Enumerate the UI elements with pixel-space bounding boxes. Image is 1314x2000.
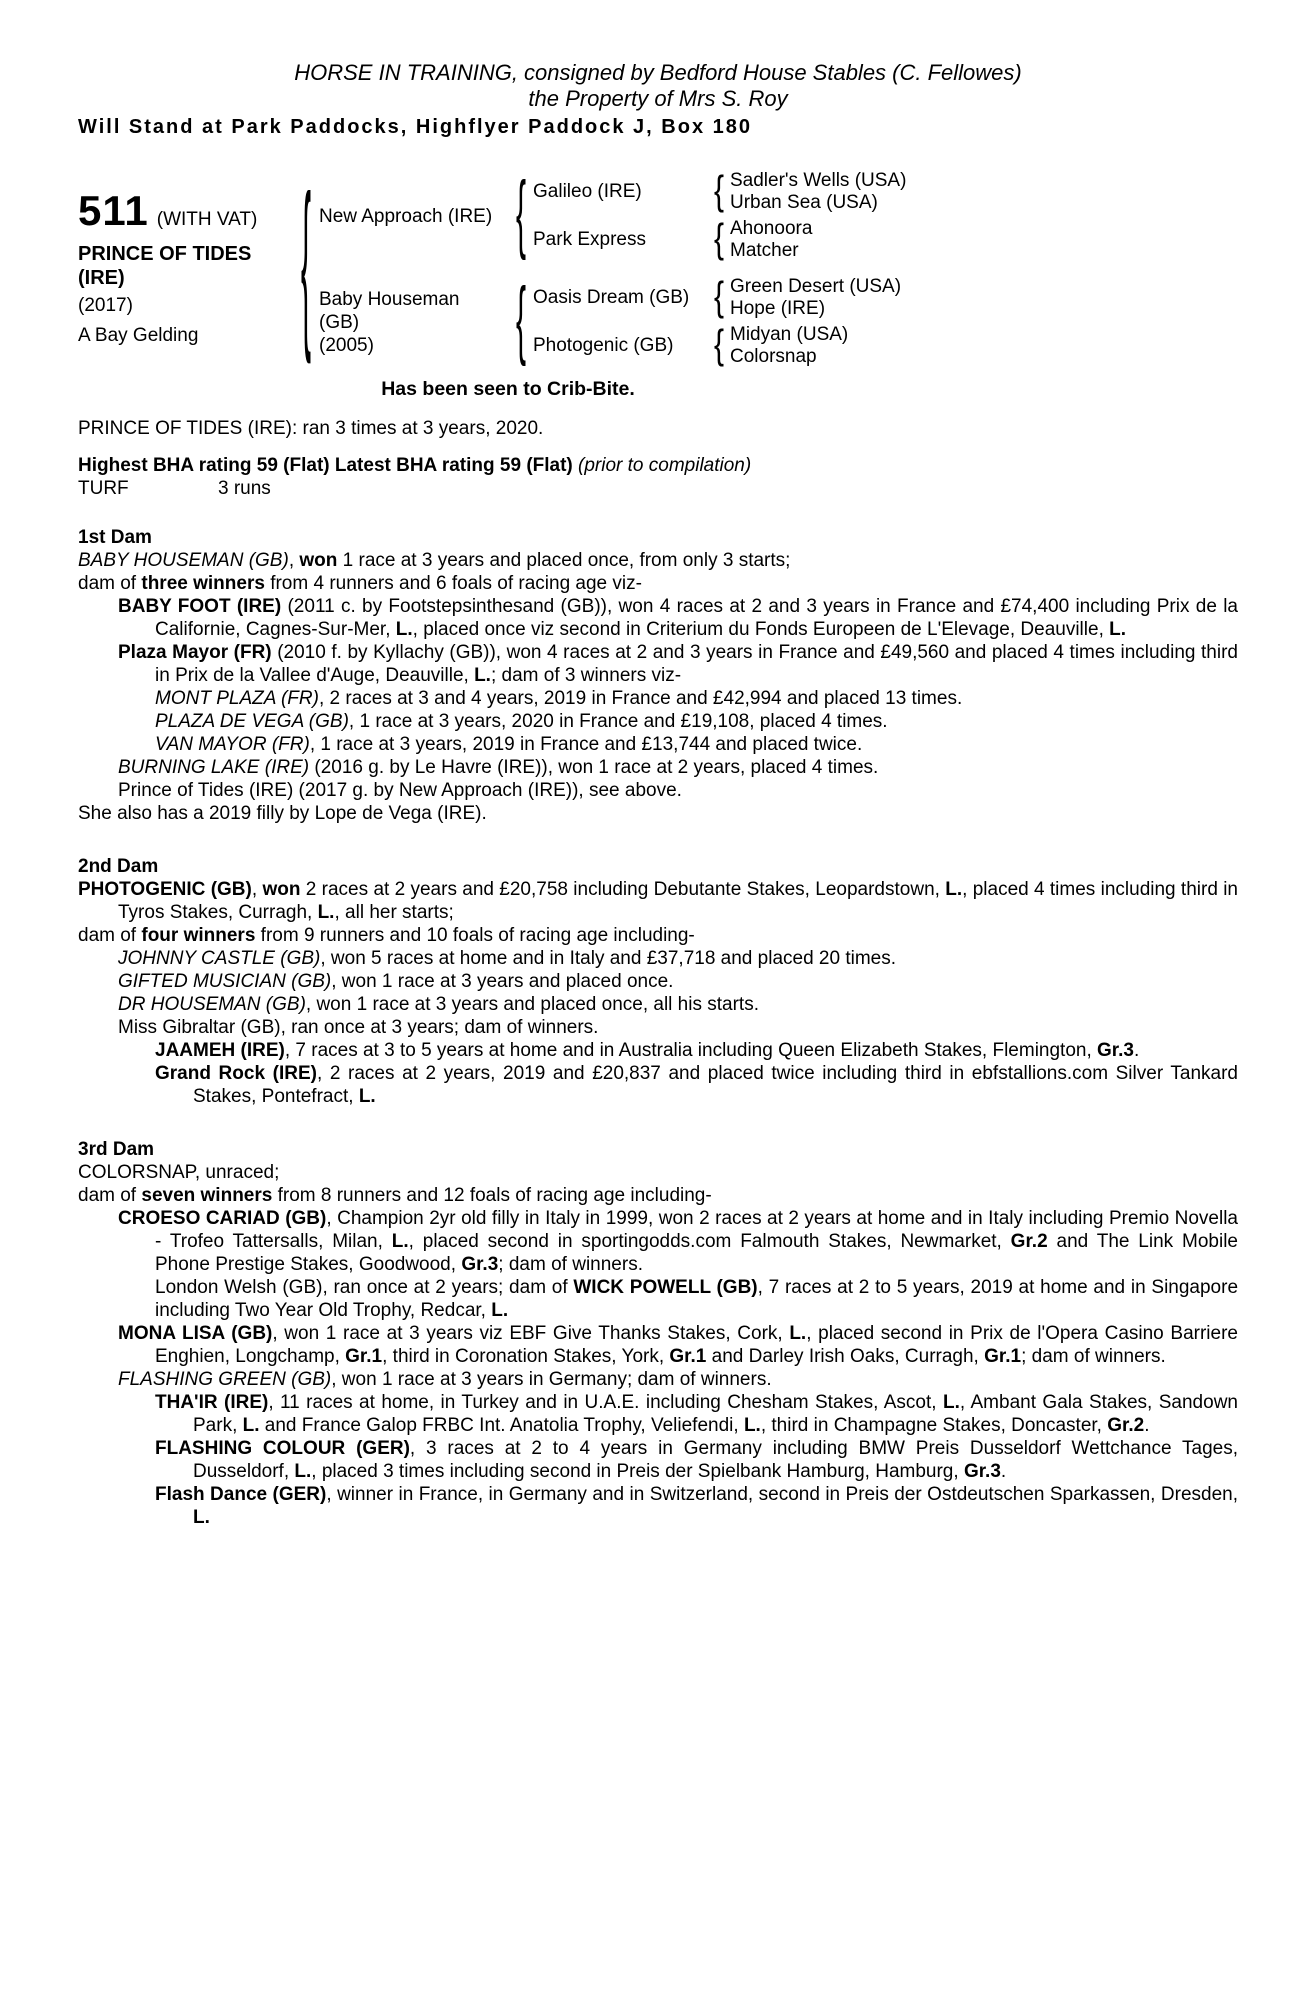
heading-1st-dam: 1st Dam: [78, 527, 152, 548]
pedigree-tree: [293, 163, 1238, 369]
entry-grand-rock: Grand Rock (IRE), 2 races at 2 years, 2019 and £20,837 and placed twice including third in ebfstallions.com Silver Tankard Stakes, Pontefract, L.: [155, 1063, 1238, 1107]
property-line: the Property of Mrs S. Roy: [528, 86, 788, 111]
sire-grandsire-sire: Sadler's Wells (USA): [730, 170, 907, 191]
entry-plaza-mayor: Plaza Mayor (FR) (2010 f. by Kyllachy (GB)), won 4 races at 2 and 3 years in France and £49,560 and placed 4 times including third in Prix de la Vallee d'Auge, Deauville, L.; dam of 3 winners viz-: [118, 642, 1238, 686]
catalogue-body: [78, 417, 1238, 1529]
entry-croeso-cariad: CROESO CARIAD (GB), Champion 2yr old filly in Italy in 1999, won 2 races at 2 years at home and in Italy including Premio Novella - Trofeo Tattersalls, Milan, L., placed second in sportingodds.com Falmouth Stakes, Newmarket, Gr.2 and The Link Mobile Phone Prestige Stakes, Goodwood, Gr.3; dam of winners.: [118, 1208, 1238, 1275]
dam-granddam-sire: Midyan (USA): [730, 324, 849, 345]
lot-info: [78, 187, 293, 348]
dam3-produce-line: dam of seven winners from 8 runners and 12 foals of racing age including-: [78, 1185, 712, 1206]
dam-grandsire-dam: Hope (IRE): [730, 298, 826, 319]
dam1-intro: BABY HOUSEMAN (GB), won 1 race at 3 years and placed once, from only 3 starts;: [78, 550, 791, 571]
race-record: PRINCE OF TIDES (IRE): ran 3 times at 3 years, 2020.: [78, 418, 544, 439]
entry-gifted-musician: GIFTED MUSICIAN (GB), won 1 race at 3 years and placed once.: [118, 971, 674, 992]
entry-mont-plaza: MONT PLAZA (FR), 2 races at 3 and 4 years, 2019 in France and £42,994 and placed 13 times.: [155, 688, 963, 709]
dam-half: [319, 272, 1238, 369]
consignor-line: HORSE IN TRAINING, consigned by Bedford House Stables (C. Fellowes): [294, 60, 1022, 85]
dam2-produce-line: dam of four winners from 9 runners and 10 foals of racing age including-: [78, 925, 695, 946]
pedigree-brace-dam-granddam: {: [713, 323, 725, 368]
pedigree-table: [78, 163, 1238, 369]
dam-granddam-name: Photogenic (GB): [533, 335, 674, 356]
sire-grandsire-name: Galileo (IRE): [533, 181, 642, 202]
sire-granddam-row: [533, 218, 1238, 262]
pedigree-brace-dam: {: [515, 272, 527, 369]
dam-grandsire-sire: Green Desert (USA): [730, 276, 902, 297]
lot-vat-label: (WITH VAT): [156, 209, 258, 230]
entry-prince-of-tides: Prince of Tides (IRE) (2017 g. by New Approach (IRE)), see above.: [118, 780, 682, 801]
dam2-intro: PHOTOGENIC (GB), won 2 races at 2 years and £20,758 including Debutante Stakes, Leopardstown, L., placed 4 times including third in Tyros Stakes, Curragh, L., all her starts;: [78, 879, 1238, 923]
dam-name-line1: Baby Houseman: [319, 288, 460, 310]
sire-granddam-name: Park Express: [533, 229, 646, 250]
sire-name: New Approach (IRE): [319, 205, 493, 227]
heading-3rd-dam: 3rd Dam: [78, 1139, 155, 1160]
entry-plaza-de-vega: PLAZA DE VEGA (GB), 1 race at 3 years, 2020 in France and £19,108, placed 4 times.: [155, 711, 888, 732]
sire-granddam-dam: Matcher: [730, 240, 799, 261]
sire-grandsire-dam: Urban Sea (USA): [730, 192, 878, 213]
entry-thair: THA'IR (IRE), 11 races at home, in Turkey and in U.A.E. including Chesham Stakes, Ascot, L., Ambant Gala Stakes, Sandown Park, L. and France Galop FRBC Int. Anatolia Trophy, Veliefendi, L., third in Champagne Stakes, Doncaster, Gr.2.: [155, 1392, 1238, 1436]
crib-bite-note: Has been seen to Crib-Bite.: [381, 378, 635, 400]
entry-flashing-green: FLASHING GREEN (GB), won 1 race at 3 years in Germany; dam of winners.: [118, 1369, 772, 1390]
page-header: [78, 60, 1238, 140]
dam3-intro: COLORSNAP, unraced;: [78, 1162, 280, 1183]
pedigree-brace-main: {: [300, 163, 312, 369]
sire-half: [319, 166, 1238, 263]
sire-grandsire-row: [533, 170, 1238, 214]
horse-name-line2: (IRE): [78, 267, 125, 289]
entry-london-welsh: London Welsh (GB), ran once at 2 years; dam of WICK POWELL (GB), 7 races at 2 to 5 years, 2019 at home and in Singapore including Two Year Old Trophy, Redcar, L.: [155, 1277, 1239, 1321]
dam-name: [319, 288, 509, 357]
horse-name: [78, 242, 293, 290]
horse-name-line1: PRINCE OF TIDES: [78, 243, 252, 265]
turf-runs: TURF 3 runs: [78, 478, 271, 499]
pedigree-brace-sire-granddam: {: [713, 217, 725, 262]
entry-burning-lake: BURNING LAKE (IRE) (2016 g. by Le Havre (IRE)), won 1 race at 2 years, placed 4 times.: [118, 757, 879, 778]
entry-baby-foot: BABY FOOT (IRE) (2011 c. by Footstepsinthesand (GB)), won 4 races at 2 and 3 years in France and £74,400 including Prix de la Californie, Cagnes-Sur-Mer, L., placed once viz second in Criterium du Fonds Europeen de L'Elevage, Deauville, L.: [118, 596, 1238, 640]
entry-johnny-castle: JOHNNY CASTLE (GB), won 5 races at home and in Italy and £37,718 and placed 20 times.: [118, 948, 897, 969]
pedigree-brace-sire: {: [515, 166, 527, 263]
entry-dr-houseman: DR HOUSEMAN (GB), won 1 race at 3 years and placed once, all his starts.: [118, 994, 759, 1015]
entry-miss-gibraltar: Miss Gibraltar (GB), ran once at 3 years; dam of winners.: [118, 1017, 599, 1038]
sire-granddam-sire: Ahonoora: [730, 218, 813, 239]
dam-grandsire-row: [533, 276, 1238, 320]
dam1-produce-line: dam of three winners from 4 runners and 6 foals of racing age viz-: [78, 573, 642, 594]
bha-rating: Highest BHA rating 59 (Flat) Latest BHA rating 59 (Flat) (prior to compilation): [78, 455, 752, 476]
entry-flashing-colour: FLASHING COLOUR (GER), 3 races at 2 to 4 years in Germany including BMW Preis Dusseldorf Wettchance Tages, Dusseldorf, L., placed 3 times including second in Preis der Spielbank Hamburg, Hamburg, Gr.3.: [155, 1438, 1238, 1482]
heading-2nd-dam: 2nd Dam: [78, 856, 159, 877]
horse-description: A Bay Gelding: [78, 325, 199, 346]
dam-granddam-row: [533, 324, 1238, 368]
dam-name-line3: (2005): [319, 334, 374, 356]
lot-number-line: [78, 187, 293, 234]
pedigree-brace-sire-grandsire: {: [713, 169, 725, 214]
also-has-filly: She also has a 2019 filly by Lope de Vega (IRE).: [78, 803, 487, 824]
lot-number: 511: [78, 187, 149, 234]
horse-year: (2017): [78, 295, 133, 316]
entry-jaameh: JAAMEH (IRE), 7 races at 3 to 5 years at home and in Australia including Queen Elizabeth Stakes, Flemington, Gr.3.: [155, 1040, 1140, 1061]
entry-mona-lisa: MONA LISA (GB), won 1 race at 3 years viz EBF Give Thanks Stakes, Cork, L., placed second in Prix de l'Opera Casino Barriere Enghien, Longchamp, Gr.1, third in Coronation Stakes, York, Gr.1 and Darley Irish Oaks, Curragh, Gr.1; dam of winners.: [118, 1323, 1238, 1367]
entry-flash-dance: Flash Dance (GER), winner in France, in Germany and in Switzerland, second in Preis der Ostdeutschen Sparkassen, Dresden, L.: [155, 1484, 1238, 1528]
dam-grandsire-name: Oasis Dream (GB): [533, 287, 690, 308]
pedigree-brace-dam-grandsire: {: [713, 275, 725, 320]
entry-van-mayor: VAN MAYOR (FR), 1 race at 3 years, 2019 in France and £13,744 and placed twice.: [155, 734, 863, 755]
stand-line: Will Stand at Park Paddocks, Highflyer Paddock J, Box 180: [78, 116, 752, 138]
dam-name-line2: (GB): [319, 311, 360, 333]
dam-granddam-dam: Colorsnap: [730, 346, 817, 367]
